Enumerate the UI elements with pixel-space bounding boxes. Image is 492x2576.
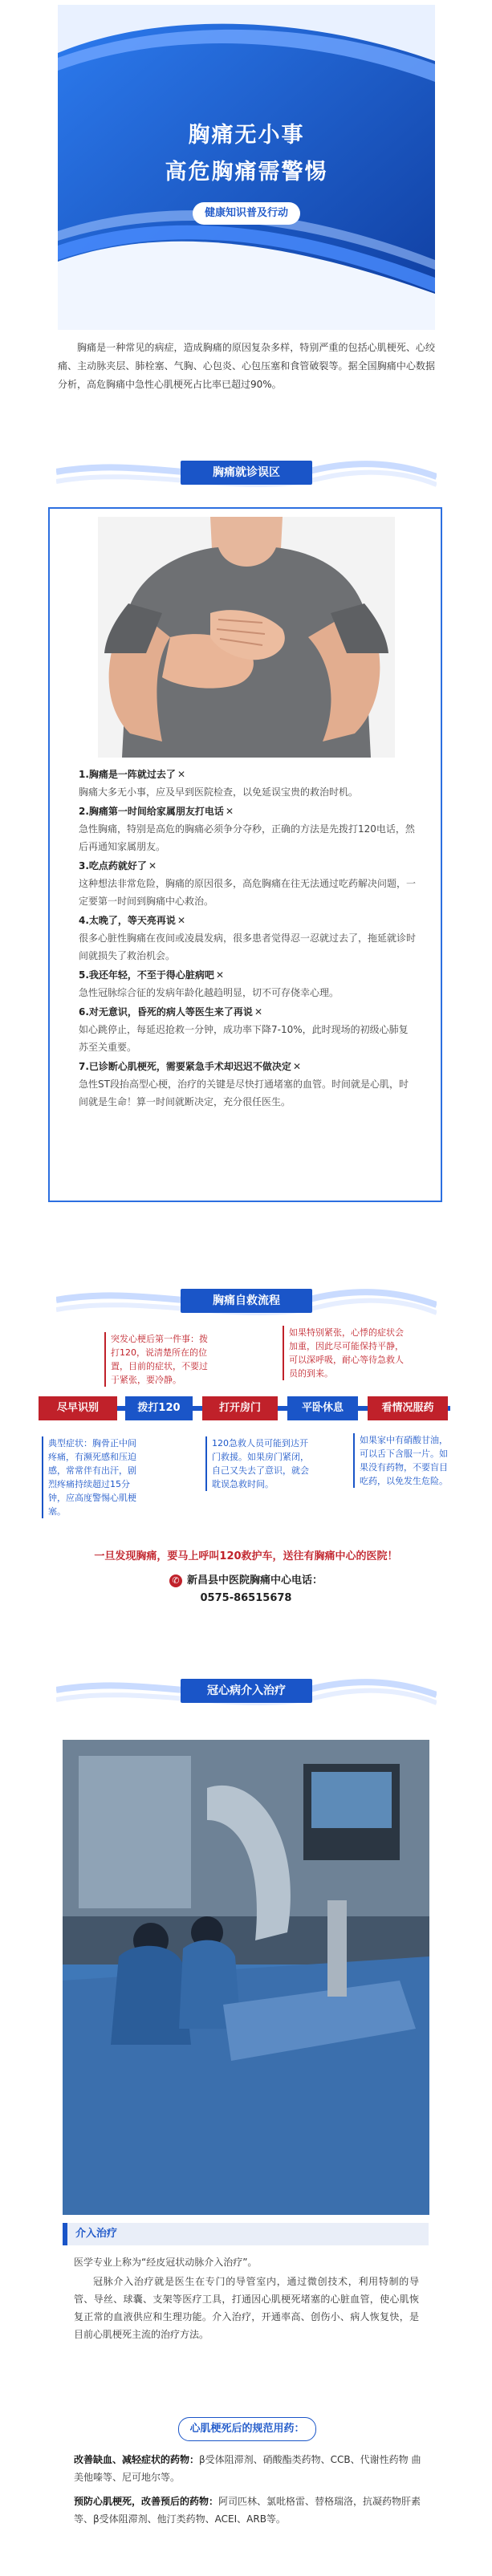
item-body: 急性胸痛，特别是高危的胸痛必须争分夺秒，正确的方法是先拨打120电话，然后再通知家属朋友。 [79,823,415,852]
item-head: 胸痛是一阵就过去了 [88,769,176,780]
section-title-misconceptions: 胸痛就诊误区 [181,461,312,485]
item-body: 这种想法非常危险，胸痛的原因很多，高危胸痛在往无法通过吃药解决问题，一定要第一时间到胸痛中心救治。 [79,878,417,907]
misconception-item-3 [79,857,416,910]
item-body: 急性冠脉综合征的发病年龄化越趋明显，切不可存侥幸心理。 [79,987,340,998]
item-head: 我还年轻，不至于得心脏病吧 [88,969,214,981]
subheading-accent-bar [63,2223,67,2245]
phone-number[interactable]: 0575-86515678 [200,1592,292,1604]
x-mark-icon: ✕ [177,915,185,926]
misconception-item-2 [79,802,416,855]
item-num: 7. [79,1061,89,1072]
item-head: 太晚了，等天亮再说 [88,915,176,926]
intervention-para1: 医学专业上称为“经皮冠状动脉介入治疗”。 [74,2257,258,2268]
callout-open-door: 120急救人员可能到达开门救援。如果房门紧闭，自己又失去了意识，就会耽误急救时间。 [205,1436,316,1491]
misconception-item-6 [79,1003,416,1056]
warning-banner: 一旦发现胸痛，要马上呼叫120救护车，送往有胸痛中心的医院！ [94,1550,398,1562]
hero-title-line1: 胸痛无小事 [188,123,305,148]
intervention-subheading [63,2223,429,2245]
item-num: 5. [79,969,89,981]
item-num: 1. [79,769,89,780]
flow-step-identify: 尽早识别 [39,1396,117,1420]
surgery-room-photo [63,1740,429,2215]
hero-pill-label: 健康知识普及行动 [193,202,300,225]
intro-paragraph: 胸痛是一种常见的病症，造成胸痛的原因复杂多样，特别严重的包括心肌梗死、心绞痛、主动脉夹层、肺栓塞、气胸、心包炎、心包压塞和食管破裂等。据全国胸痛中心数据分析，高危胸痛中急性心肌梗死占比率已超过90%。 [58,342,435,390]
phone-label-row [0,1571,492,1587]
chest-pain-photo [98,517,395,758]
x-mark-icon: ✕ [148,860,157,872]
subheading-label: 介入治疗 [75,2228,118,2240]
item-num: 4. [79,915,89,926]
hero-banner [58,5,435,330]
item-head: 对无意识，昏死的病人等医生来了再说 [88,1006,253,1018]
intervention-para2: 冠脉介入治疗就是医生在专门的导管室内，通过微创技术，利用特制的导管、导丝、球囊、支架等医疗工具，打通因心肌梗死堵塞的心脏血管，使心肌恢复正常的血液供应和生理功能。介入治疗，开通率高、创伤小、病人恢复快，是目前心肌梗死主流的治疗方法。 [74,2276,419,2340]
callout-call-120: 突发心梗后第一件事：拨打120，说清楚所在的位置，目前的症状，不要过于紧张，要冷静。 [104,1332,213,1387]
item-body: 如心跳停止，每延迟抢救一分钟，成功率下降7-10%，此时现场的初级心肺复苏至关重要。 [79,1024,409,1053]
misconception-item-1 [79,766,416,801]
flow-step-take-medicine: 看情况服药 [368,1396,448,1420]
drug-row-1-value: β受体阻滞剂、硝酸酯类药物、CCB、代谢性药物 曲美他嗪等、尼可地尔等。 [74,2454,421,2483]
misconception-item-7 [79,1058,416,1111]
misconception-item-4 [79,912,416,965]
drug-badge: 心肌梗死后的规范用药： [178,2417,316,2441]
item-body: 很多心脏性胸痛在夜间或凌晨发病，很多患者觉得忍一忍就过去了，拖延就诊时间就损失了救治机会。 [79,932,417,961]
callout-medicine: 如果家中有硝酸甘油，可以舌下含服一片。如果没有药物，不要盲目吃药，以免发生危险。 [353,1433,454,1488]
phone-label: 新昌县中医院胸痛中心电话： [186,1574,323,1587]
section-title-intervention: 冠心病介入治疗 [181,1679,312,1703]
flow-step-call-120: 拨打120 [125,1396,193,1420]
item-body: 胸痛大多无小事，应及早到医院检查，以免延误宝贵的救治时机。 [79,786,359,798]
drug-row-2 [74,2493,424,2528]
phone-icon: ✆ [169,1574,182,1587]
item-num: 2. [79,806,89,817]
drug-row-2-key: 预防心肌梗死，改善预后的药物： [74,2496,219,2507]
callout-stay-calm: 如果特别紧张，心悸的症状会加重，因此尽可能保持平静，可以深呼吸，耐心等待急救人员的到来。 [283,1326,406,1380]
x-mark-icon: ✕ [292,1061,301,1072]
item-head: 吃点药就好了 [88,860,147,872]
drug-row-1 [74,2451,424,2486]
item-head: 胸痛第一时间给家属朋友打电话 [88,806,224,817]
item-num: 6. [79,1006,89,1018]
callout-symptoms: 典型症状：胸骨正中间疼痛，有濒死感和压迫感，常常伴有出汗，剧烈疼痛持续超过15分钟，应高度警惕心肌梗塞。 [42,1436,143,1518]
hero-title-line2: 高危胸痛需警惕 [165,160,328,185]
x-mark-icon: ✕ [225,806,234,817]
flow-step-open-door: 打开房门 [202,1396,278,1420]
item-body: 急性ST段抬高型心梗，治疗的关键是尽快打通堵塞的血管。时间就是心肌，时间就是生命！算一时间就断决定，充分很任医生。 [79,1079,409,1107]
section-title-self-rescue: 胸痛自救流程 [181,1289,312,1313]
drug-row-1-key: 改善缺血、减轻症状的药物： [74,2454,200,2465]
flow-step-lie-down: 平卧休息 [287,1396,358,1420]
x-mark-icon: ✕ [254,1006,262,1018]
drug-row-2-value: 阿司匹林、氯吡格雷、替格瑞洛，抗凝药物肝素等、β受体阻滞剂、他汀类药物、ACEI、ARB等。 [74,2496,421,2525]
x-mark-icon: ✕ [177,769,185,780]
item-num: 3. [79,860,89,872]
item-head: 已诊断心肌梗死，需要紧急手术却迟迟不做决定 [88,1061,291,1072]
misconceptions-panel [48,507,442,1202]
x-mark-icon: ✕ [215,969,224,981]
misconception-item-5 [79,966,416,1002]
